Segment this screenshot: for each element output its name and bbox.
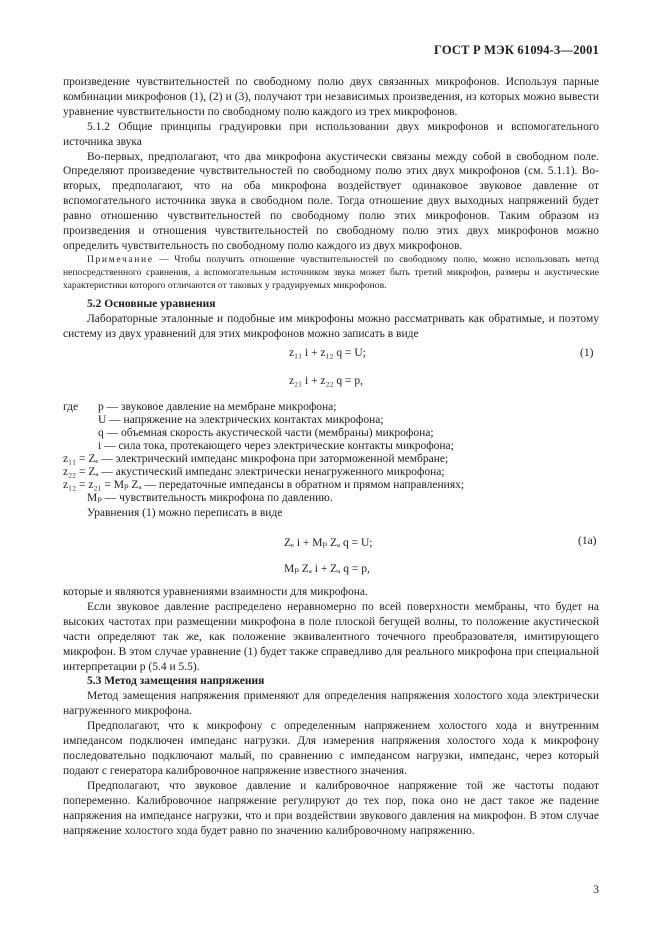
- paragraph: Лабораторные эталонные и подобные им микрофоны можно рассматривать как обратимые, и поэтому систему из двух уравнений для этих микрофонов можно записать в виде: [63, 312, 599, 340]
- paragraph: Если звуковое давление распределено неравномерно по всей поверхности мембраны, что будет на высоких частотах при размещении микрофона в поле плоской бегущей волны, то положение акустической части определяют так же, как положение эквивалентного точечного преобразователя, имитирующего микрофон. В этом случае уравнение (1) будет также справедливо для реального микрофона при специальной интерпретации p (5.4 и 5.5).: [63, 600, 599, 673]
- definition-item: q — объемная скорость акустической части (мембраны) микрофона;: [98, 427, 434, 439]
- body-block-1: [63, 75, 599, 254]
- definition-item: Mₚ — чувствительность микрофона по давлению.: [87, 492, 333, 504]
- equation-number: (1a): [578, 535, 597, 547]
- equation-1-line-2: z₂₁ i + z₂₂ q = p,: [289, 375, 364, 387]
- definition-item: z₁₂ = z₂₁ = Mₚ Zₐ — передаточные импедансы в обратном и прямом направлениях;: [63, 479, 465, 491]
- equation-1a-line-2: Mₚ Zₐ i + Zₐ q = p,: [284, 563, 370, 575]
- definition-item: U — напряжение на электрических контактах микрофона;: [98, 414, 384, 426]
- paragraph: произведение чувствительностей по свободному полю двух связанных микрофонов. Используя парные комбинации микрофонов (1), (2) и (3), получают три независимых произведения, из которых можно вывести уравнение чувствительности по свободному полю каждого из трех микрофонов.: [63, 76, 599, 118]
- definition-item: z₂₂ = Zₐ — акустический импеданс электрически ненагруженного микрофона;: [63, 466, 445, 478]
- subsection-heading: 5.1.2 Общие принципы градуировки при использовании двух микрофонов и вспомогательного источника звука: [63, 120, 599, 148]
- note-label: Примечание: [87, 254, 154, 265]
- body-block-2: [63, 297, 599, 342]
- paragraph: Предполагают, что к микрофону с определенным напряжением холостого хода и внутренним импедансом подключен импеданс нагрузки. Для измерения напряжения холостого хода к микрофону последовательно подключают малый, по сравнению с импедансом нагрузки, импеданс, через который подают с генератора калибровочное напряжение известного значения.: [63, 720, 599, 777]
- section-heading: 5.3 Метод замещения напряжения: [87, 675, 265, 688]
- where-label: где: [63, 401, 79, 413]
- equation-number: (1): [580, 347, 594, 359]
- definition-item: z₁₁ = Zₑ — электрический импеданс микрофона при заторможенной мембране;: [63, 453, 449, 465]
- equation-1-line-1: z₁₁ i + z₁₂ q = U;: [289, 347, 366, 359]
- paragraph: Предполагают, что звуковое давление и калибровочное напряжение той же частоты подают попеременно. Калибровочное напряжение регулируют до тех пор, пока оно не даст такое же падение напряжения на импедансе нагрузки, что и при воздействии звукового давления на микрофон. В этом случае напряжение холостого хода будет равно по значению калибровочному напряжению.: [63, 779, 599, 837]
- paragraph: Уравнения (1) можно переписать в виде: [87, 507, 283, 519]
- paragraph: Метод замещения напряжения применяют для определения напряжения холостого хода электрически нагруженного микрофона.: [63, 690, 599, 718]
- document-header: ГОСТ Р МЭК 61094-3—2001: [434, 43, 599, 57]
- note-text: — Чтобы получить отношение чувствительностей по свободному полю, можно использовать метод непосредственного сравнения, а вспомогательным источником звука может быть третий микрофон, размеры и акустические характеристики которого отличаются от таковых у градуируемых микрофонов.: [63, 254, 599, 292]
- paragraph: которые и являются уравнениями взаимности для микрофона.: [63, 586, 368, 598]
- note-block: [63, 253, 599, 293]
- definition-item: i — сила тока, протекающего через электрические контакты микрофона;: [98, 440, 454, 452]
- section-heading: 5.2 Основные уравнения: [87, 298, 216, 310]
- paragraph: Во-первых, предполагают, что два микрофона акустически связаны между собой в свободном поле. Определяют произведение чувствительностей по свободному полю этих двух микрофонов (см. 5.1.1). Во-вторых, предполагают, что на оба микрофона воздействует одинаковое звуковое давление от вспомогательного источника звука в свободном поле. Тогда отношение двух выходных напряжений будет равно отношению чувствительностей по свободному полю этих микрофонов. Таким образом из произведения и отношения чувствительностей по свободному полю этих двух микрофонов можно определить чувствительность по свободному полю каждого из двух микрофонов.: [63, 150, 599, 252]
- equation-1a-line-1: Zₑ i + Mₚ Zₐ q = U;: [284, 537, 373, 549]
- definition-item: p — звуковое давление на мембране микрофона;: [98, 401, 337, 413]
- page-number: 3: [593, 884, 599, 896]
- body-block-3: [63, 585, 599, 838]
